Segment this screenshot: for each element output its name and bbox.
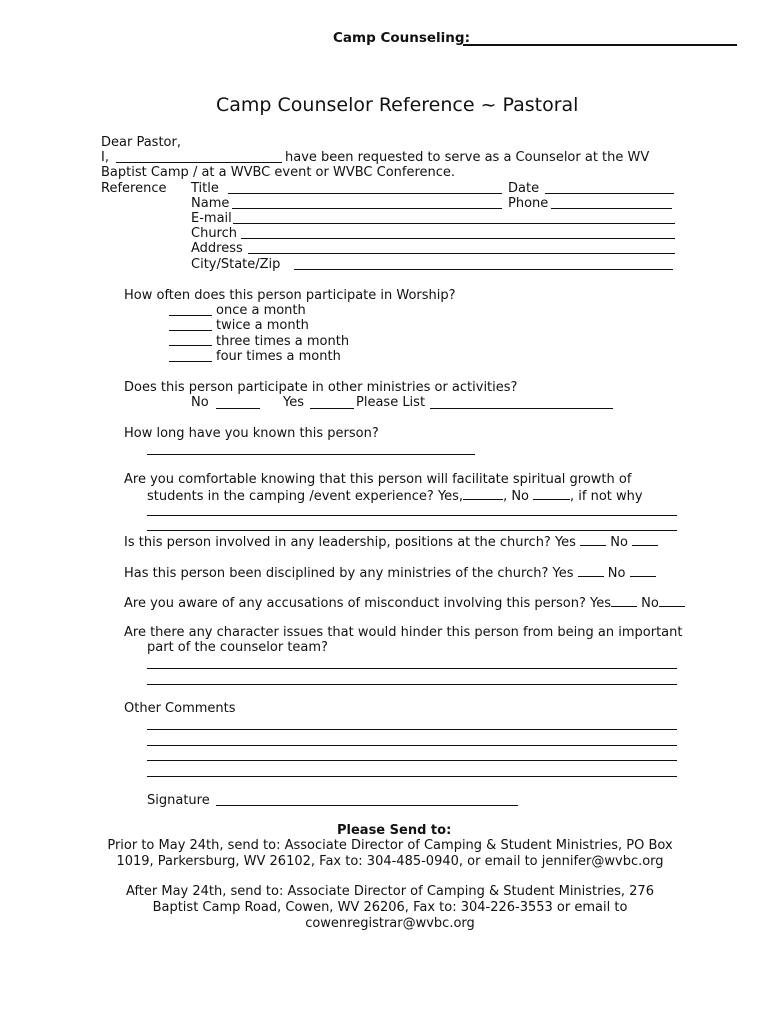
misconduct-yes-field[interactable] [611, 594, 637, 607]
comfortable-no-field[interactable] [533, 487, 570, 500]
phone-label: Phone [508, 196, 549, 211]
comments-line-3[interactable] [147, 760, 677, 761]
applicant-name-field[interactable] [116, 162, 282, 163]
name-label: Name [191, 196, 230, 211]
ministries-question: Does this person participate in other ministries or activities? [124, 380, 518, 395]
intro-line-2: Baptist Camp / at a WVBC event or WVBC Conference. [101, 165, 456, 180]
comfortable-yes-field[interactable] [463, 487, 503, 500]
comfortable-why-line-1[interactable] [147, 515, 677, 516]
character-answer-line-2[interactable] [147, 684, 677, 685]
signature-label: Signature [147, 793, 210, 808]
leadership-yes-field[interactable] [580, 533, 606, 546]
misconduct-no-label: No [641, 596, 659, 611]
date-field[interactable] [545, 193, 674, 194]
phone-field[interactable] [551, 208, 672, 209]
intro-line-1-end: have been requested to serve as a Counselor at the WV [285, 150, 650, 165]
camp-counseling-header [333, 31, 470, 46]
worship-option-2: twice a month [216, 318, 309, 333]
disciplined-no-label: No [607, 566, 626, 581]
comments-line-1[interactable] [147, 729, 677, 730]
salutation: Dear Pastor, [101, 135, 181, 150]
address-label: Address [191, 241, 243, 256]
comfortable-line-2-b: , No [503, 489, 530, 504]
page-title: Camp Counselor Reference ~ Pastoral [216, 94, 579, 116]
ministries-list-label: Please List [356, 395, 426, 410]
city-state-zip-field[interactable] [294, 269, 673, 270]
reference-label: Reference [101, 181, 167, 196]
send-before-line-2: 1019, Parkersburg, WV 26102, Fax to: 304-485-0940, or email to jennifer@wvbc.org [116, 854, 664, 869]
disciplined-question [124, 564, 656, 581]
send-before-line-1: Prior to May 24th, send to: Associate Director of Camping & Student Ministries, PO Box [107, 838, 673, 853]
camp-counseling-label: Camp Counseling: [333, 30, 470, 46]
worship-option-1: once a month [216, 303, 306, 318]
send-after-line-2: Baptist Camp Road, Cowen, WV 26206, Fax to: 304-226-3553 or email to [152, 900, 628, 915]
disciplined-yes-field[interactable] [578, 564, 604, 577]
worship-option-3: three times a month [216, 334, 350, 349]
comfortable-line-2-a: students in the camping /event experience? Yes, [147, 489, 464, 504]
email-field[interactable] [233, 223, 675, 224]
disciplined-no-field[interactable] [630, 564, 656, 577]
leadership-question [124, 533, 658, 550]
character-line-1: Are there any character issues that would hinder this person from being an important [124, 625, 683, 640]
misconduct-question-text: Are you aware of any accusations of misconduct involving this person? Yes [124, 596, 611, 611]
leadership-no-field[interactable] [632, 533, 658, 546]
character-line-2: part of the counselor team? [147, 640, 328, 655]
comfortable-line-2-c: , if not why [570, 489, 643, 504]
send-heading: Please Send to: [337, 823, 452, 838]
ministries-no-field[interactable] [216, 408, 260, 409]
email-label: E-mail [191, 211, 232, 226]
church-label: Church [191, 226, 238, 241]
comfortable-line-2 [147, 487, 643, 504]
worship-option-3-blank[interactable] [169, 345, 212, 346]
misconduct-question [124, 594, 685, 611]
known-field[interactable] [147, 454, 475, 455]
ministries-yes-field[interactable] [310, 408, 354, 409]
title-label: Title [191, 181, 219, 196]
city-state-zip-label: City/State/Zip [191, 257, 281, 272]
other-comments-label: Other Comments [124, 701, 236, 716]
worship-option-1-blank[interactable] [169, 315, 212, 316]
worship-option-4: four times a month [216, 349, 341, 364]
comfortable-why-line-2[interactable] [147, 530, 677, 531]
comments-line-2[interactable] [147, 745, 677, 746]
camp-counseling-field[interactable] [463, 44, 737, 46]
misconduct-no-field[interactable] [659, 594, 685, 607]
ministries-yes-label: Yes [283, 395, 304, 410]
send-after-line-1: After May 24th, send to: Associate Director of Camping & Student Ministries, 276 [126, 884, 654, 899]
church-field[interactable] [241, 238, 675, 239]
ministries-list-field[interactable] [430, 408, 613, 409]
intro-line-1-start: I, [101, 150, 109, 165]
date-label: Date [508, 181, 540, 196]
comments-line-4[interactable] [147, 776, 677, 777]
worship-option-2-blank[interactable] [169, 330, 212, 331]
character-answer-line-1[interactable] [147, 668, 677, 669]
leadership-question-text: Is this person involved in any leadership, positions at the church? Yes [124, 535, 576, 550]
disciplined-question-text: Has this person been disciplined by any ministries of the church? Yes [124, 566, 574, 581]
signature-field[interactable] [216, 805, 518, 806]
title-field[interactable] [228, 193, 502, 194]
known-question: How long have you known this person? [124, 426, 379, 441]
address-field[interactable] [248, 253, 675, 254]
leadership-no-label: No [610, 535, 628, 550]
worship-question: How often does this person participate in Worship? [124, 288, 456, 303]
ministries-no-label: No [191, 395, 209, 410]
comfortable-line-1: Are you comfortable knowing that this person will facilitate spiritual growth of [124, 472, 632, 487]
send-after-line-3: cowenregistrar@wvbc.org [305, 916, 475, 931]
name-field[interactable] [232, 208, 502, 209]
worship-option-4-blank[interactable] [169, 361, 212, 362]
